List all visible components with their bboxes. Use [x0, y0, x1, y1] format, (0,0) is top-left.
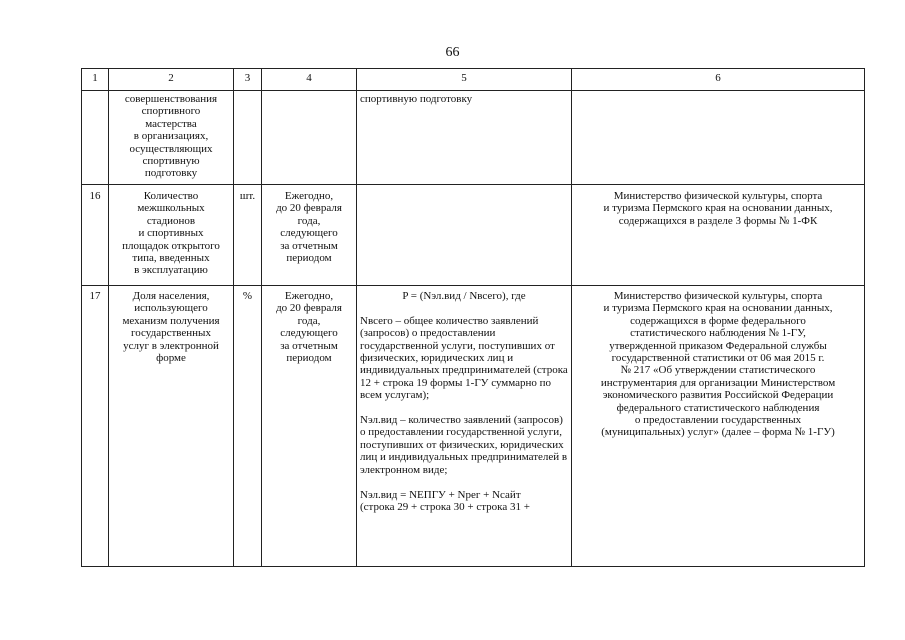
frequency-cell — [262, 91, 357, 185]
frequency-cell: Ежегодно, до 20 февраля года, следующего за отчетным периодом — [262, 286, 357, 567]
method-cell — [357, 286, 572, 567]
formula-description: Nвсего – общее количество заявлений (запросов) о предоставлении государственной услуги, поступивших от физических, юридических лиц и индивидуальных предпринимателей (строка 12 + строка 19 формы 1-ГУ суммарно по всем услугам); Nэл.вид – количество заявлений (запросов) о предоставлении государственной услуги, поступивших от физических, юридических лиц и индивидуальных предпринимателей в электронном виде; Nэл.вид = NЕПГУ + Nрег + Nсайт (строка 29 + строка 30 + строка 31 + — [360, 314, 568, 513]
source-cell: Министерство физической культуры, спорта и туризма Пермского края на основании данных, содержащихся в форме федерального статистического наблюдения № 1-ГУ, утвержденной приказом Федеральной службы государственной статистики от 06 мая 2015 г. № 217 «Об утверждении статистического инструментария для организации Министерством экономического развития Российской Федерации федерального статистического наблюдения о предоставлении государственных (муниципальных) услуг» (далее – форма № 1-ГУ) — [572, 286, 865, 567]
method-cell: спортивную подготовку — [357, 91, 572, 185]
indicator-name-cell: совершенствования спортивного мастерства в организациях, осуществляющих спортивную подготовку — [109, 91, 234, 185]
indicators-table — [81, 68, 865, 567]
table-header-row — [82, 69, 865, 91]
header-cell-2: 2 — [109, 69, 234, 91]
table-row-continuation — [82, 91, 865, 185]
header-cell-1: 1 — [82, 69, 109, 91]
header-cell-4: 4 — [262, 69, 357, 91]
frequency-cell: Ежегодно, до 20 февраля года, следующего за отчетным периодом — [262, 185, 357, 286]
row-number-cell — [82, 91, 109, 185]
unit-cell: % — [234, 286, 262, 567]
method-cell — [357, 185, 572, 286]
source-cell: Министерство физической культуры, спорта и туризма Пермского края на основании данных, содержащихся в разделе 3 формы № 1-ФК — [572, 185, 865, 286]
page-number: 66 — [445, 45, 460, 60]
source-cell — [572, 91, 865, 185]
header-cell-5: 5 — [357, 69, 572, 91]
row-number-cell: 16 — [82, 185, 109, 286]
unit-cell: шт. — [234, 185, 262, 286]
unit-cell — [234, 91, 262, 185]
row-number-cell: 17 — [82, 286, 109, 567]
header-cell-6: 6 — [572, 69, 865, 91]
formula-heading: P = (Nэл.вид / Nвсего), где — [402, 290, 526, 302]
indicator-name-cell: Доля населения, использующего механизм получения государственных услуг в электронной форме — [109, 286, 234, 567]
table-row-17 — [82, 286, 865, 567]
table-row-16 — [82, 185, 865, 286]
indicator-name-cell: Количество межшкольных стадионов и спортивных площадок открытого типа, введенных в эксплуатацию — [109, 185, 234, 286]
header-cell-3: 3 — [234, 69, 262, 91]
